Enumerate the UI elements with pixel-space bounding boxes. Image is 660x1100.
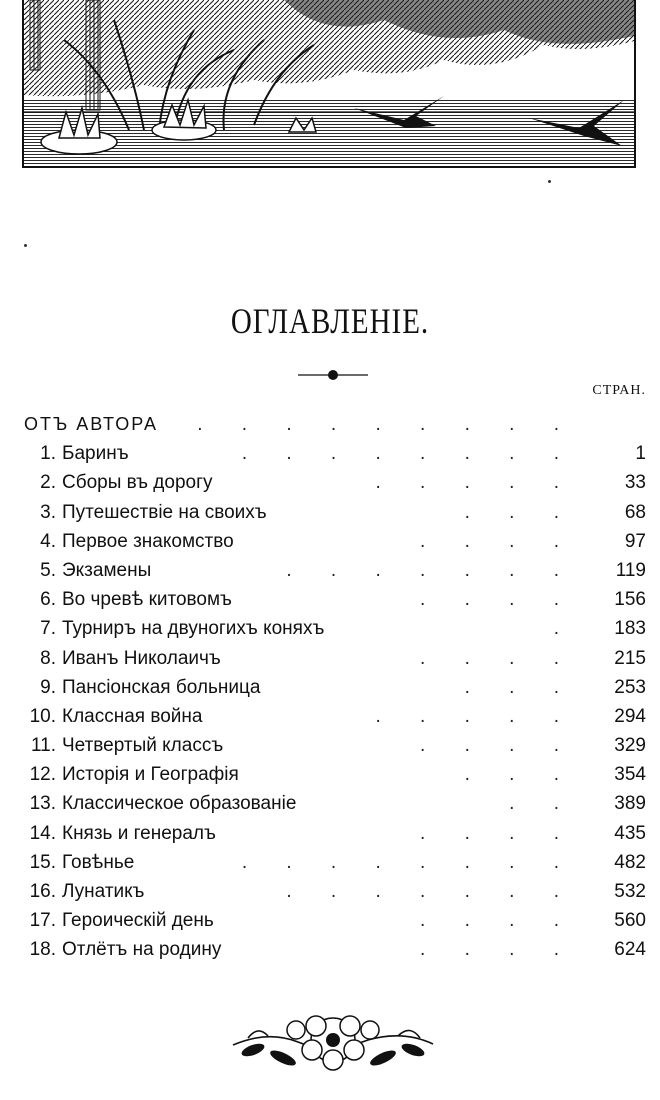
page-number: 435 xyxy=(614,822,646,844)
toc-entry[interactable] xyxy=(24,906,646,935)
chapter-number: 12. xyxy=(29,764,56,786)
divider-rule xyxy=(298,368,368,382)
chapter-number: 8. xyxy=(40,647,56,669)
chapter-title: Исторія и Географія xyxy=(62,764,239,786)
dot-leader: . . xyxy=(509,793,576,815)
page-number: 68 xyxy=(624,501,646,523)
chapter-title: Князь и генералъ xyxy=(62,822,216,844)
chapter-number: 16. xyxy=(29,881,56,902)
dot-leader: . . . . xyxy=(420,910,576,932)
toc-entry[interactable] xyxy=(24,702,646,731)
table-of-contents xyxy=(24,410,646,965)
toc-entry[interactable] xyxy=(24,673,646,702)
chapter-title: Классическое образованіе xyxy=(62,793,297,815)
toc-entry[interactable] xyxy=(24,614,646,643)
toc-entry[interactable] xyxy=(24,585,646,614)
toc-entry[interactable] xyxy=(24,468,646,497)
chapter-number: 10. xyxy=(29,705,56,727)
dot-leader: . . . . . . . . . xyxy=(197,414,576,435)
page-number: 624 xyxy=(614,939,646,961)
dot-leader: . . . . xyxy=(420,530,576,552)
dot-leader: . . . . xyxy=(420,822,576,844)
page-number: 482 xyxy=(614,851,646,873)
toc-entry[interactable] xyxy=(24,556,646,585)
header-illustration xyxy=(22,0,636,168)
toc-entry[interactable] xyxy=(24,935,646,964)
pages-column-header: СТРАН. xyxy=(592,383,646,398)
ink-speck xyxy=(548,180,551,183)
chapter-title: Говѣнье xyxy=(62,851,135,873)
chapter-title: Героическій день xyxy=(62,910,214,932)
chapter-number: 11. xyxy=(30,735,56,757)
page-title: ОГЛАВЛЕНІЕ. xyxy=(230,301,430,342)
page-number: 97 xyxy=(624,530,646,552)
chapter-number: 6. xyxy=(40,589,56,611)
toc-entry[interactable] xyxy=(24,819,646,848)
dot-leader: . . . . . . . . xyxy=(241,851,576,873)
toc-entry[interactable] xyxy=(24,848,646,877)
dot-leader: . . . xyxy=(464,764,576,786)
chapter-title: Экзамены xyxy=(62,559,152,581)
chapter-title: Отлётъ на родину xyxy=(62,939,222,961)
chapter-number: 14. xyxy=(29,822,56,844)
chapter-title: Четвертый классъ xyxy=(62,735,224,757)
chapter-title: Классная война xyxy=(62,705,203,727)
chapter-number: 18. xyxy=(29,939,56,961)
page-number: 560 xyxy=(614,910,646,932)
dot-leader: . . . . xyxy=(420,589,576,611)
chapter-title: Первое знакомство xyxy=(62,530,234,552)
dot-leader: . . . . . . . xyxy=(286,559,576,581)
chapter-title: Путешествіе на своихъ xyxy=(62,501,267,523)
dot-leader: . . . . . . . . xyxy=(241,443,576,465)
chapter-title: Сборы въ дорогу xyxy=(62,472,213,494)
chapter-number: 15. xyxy=(29,851,56,873)
toc-entry[interactable] xyxy=(24,527,646,556)
page-number: 215 xyxy=(614,647,646,669)
toc-entry[interactable] xyxy=(24,789,646,818)
dot-leader: . . . . . xyxy=(375,472,576,494)
chapter-number: 7. xyxy=(40,618,56,640)
page-number: 156 xyxy=(614,589,646,611)
page-number: 329 xyxy=(614,735,646,757)
dot-leader: . . . . xyxy=(420,939,576,961)
page-number: 33 xyxy=(624,472,646,494)
dot-leader: . xyxy=(553,618,576,640)
dot-leader: . . . . xyxy=(420,647,576,669)
toc-entry[interactable] xyxy=(24,731,646,760)
toc-entry[interactable] xyxy=(24,877,646,906)
chapter-number: 2. xyxy=(40,472,56,494)
floral-ornament xyxy=(228,1000,438,1080)
page-number: 389 xyxy=(614,793,646,815)
chapter-title: Баринъ xyxy=(62,443,129,465)
chapter-number: 13. xyxy=(29,793,56,815)
toc-entry[interactable] xyxy=(24,760,646,789)
chapter-title: Лунатикъ xyxy=(62,881,145,902)
page-number: 1 xyxy=(635,443,646,465)
page-number: 253 xyxy=(614,676,646,698)
chapter-number: 1. xyxy=(40,443,56,465)
chapter-title: Во чревѣ китовомъ xyxy=(62,589,232,611)
toc-entry-title: ОТЪ АВТОРА xyxy=(24,414,159,434)
toc-entry[interactable] xyxy=(24,439,646,468)
page-number: 354 xyxy=(614,764,646,786)
page-number: 532 xyxy=(614,881,646,902)
ink-speck xyxy=(24,244,27,247)
chapter-number: 5. xyxy=(40,559,56,581)
toc-entry[interactable] xyxy=(24,498,646,527)
dot-leader: . . . . . xyxy=(375,705,576,727)
chapter-number: 3. xyxy=(40,501,56,523)
toc-entry[interactable] xyxy=(24,644,646,673)
chapter-number: 9. xyxy=(40,676,56,698)
page-number: 183 xyxy=(614,618,646,640)
dot-leader: . . . . . . . xyxy=(286,881,576,902)
page-number: 294 xyxy=(614,705,646,727)
dot-leader: . . . . xyxy=(420,735,576,757)
chapter-number: 17. xyxy=(29,910,56,932)
page-number: 119 xyxy=(615,559,646,581)
chapter-number: 4. xyxy=(40,530,56,552)
chapter-title: Турниръ на двуногихъ коняхъ xyxy=(62,618,325,640)
chapter-title: Иванъ Николаичъ xyxy=(62,647,221,669)
dot-leader: . . . xyxy=(464,501,576,523)
dot-leader: . . . xyxy=(464,676,576,698)
chapter-title: Пансіонская больница xyxy=(62,676,261,698)
toc-entry-preface[interactable] xyxy=(24,410,646,439)
